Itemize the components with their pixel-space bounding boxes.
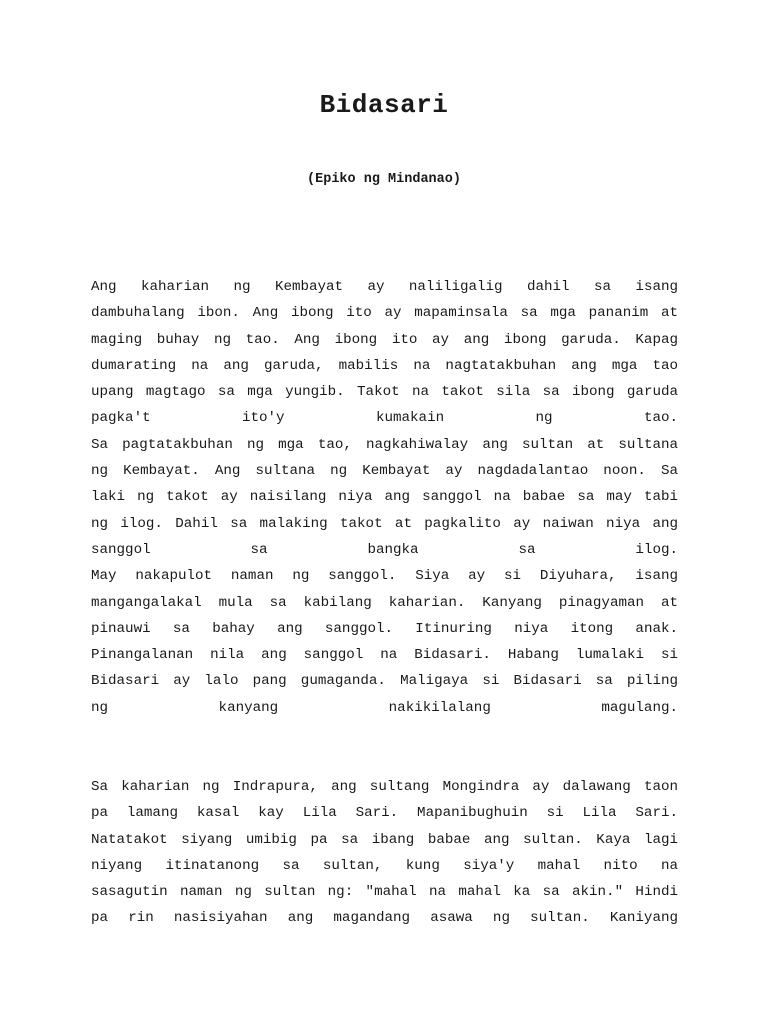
text-line: upang magtago sa mga yungib. Takot na takot sila sa ibong garuda xyxy=(91,384,678,401)
document-title: Bidasari xyxy=(319,90,449,120)
paragraph-1 xyxy=(91,274,678,721)
text-line: sanggol sa bangka sa ilog. xyxy=(91,541,678,558)
text-line: Sa pagtatakbuhan ng mga tao, nagkahiwalay ang sultan at sultana xyxy=(91,436,678,453)
text-line: niyang itinatanong sa sultan, kung siya'y mahal nito na xyxy=(91,857,678,874)
text-line: ng Kembayat. Ang sultana ng Kembayat ay nagdadalantao noon. Sa xyxy=(91,463,678,480)
text-line: sasagutin naman ng sultan ng: "mahal na mahal ka sa akin." Hindi xyxy=(91,884,678,901)
text-line: pagka't ito'y kumakain ng tao. xyxy=(91,410,678,427)
text-line: ng kanyang nakikilalang magulang. xyxy=(91,699,678,716)
text-line: Natatakot siyang umibig pa sa ibang babae ang sultan. Kaya lagi xyxy=(91,831,678,848)
text-line: May nakapulot naman ng sanggol. Siya ay si Diyuhara, isang xyxy=(91,568,678,585)
text-line: pinauwi sa bahay ang sanggol. Itinuring niya itong anak. xyxy=(91,620,678,637)
text-line: laki ng takot ay naisilang niya ang sanggol na babae sa may tabi xyxy=(91,489,678,506)
text-line: dambuhalang ibon. Ang ibong ito ay mapaminsala sa mga pananim at xyxy=(91,305,678,322)
document-subtitle: (Epiko ng Mindanao) xyxy=(307,172,461,187)
text-line: Bidasari ay lalo pang gumaganda. Maligaya si Bidasari sa piling xyxy=(91,673,678,690)
text-line: Pinangalanan nila ang sanggol na Bidasari. Habang lumalaki si xyxy=(91,647,678,664)
paragraph-2 xyxy=(91,774,678,932)
text-line: ng ilog. Dahil sa malaking takot at pagkalito ay naiwan niya ang xyxy=(91,515,678,532)
text-line: maging buhay ng tao. Ang ibong ito ay ang ibong garuda. Kapag xyxy=(91,331,678,348)
text-line: dumarating na ang garuda, mabilis na nagtatakbuhan ang mga tao xyxy=(91,357,678,374)
text-line: Ang kaharian ng Kembayat ay naliligalig dahil sa isang xyxy=(91,279,678,295)
text-line: Sa kaharian ng Indrapura, ang sultang Mongindra ay dalawang taon xyxy=(91,779,678,795)
text-line: pa rin nasisiyahan ang magandang asawa ng sultan. Kaniyang xyxy=(91,910,678,927)
text-line: pa lamang kasal kay Lila Sari. Mapanibughuin si Lila Sari. xyxy=(91,805,678,822)
text-line: mangangalakal mula sa kabilang kaharian. Kanyang pinagyaman at xyxy=(91,594,678,611)
